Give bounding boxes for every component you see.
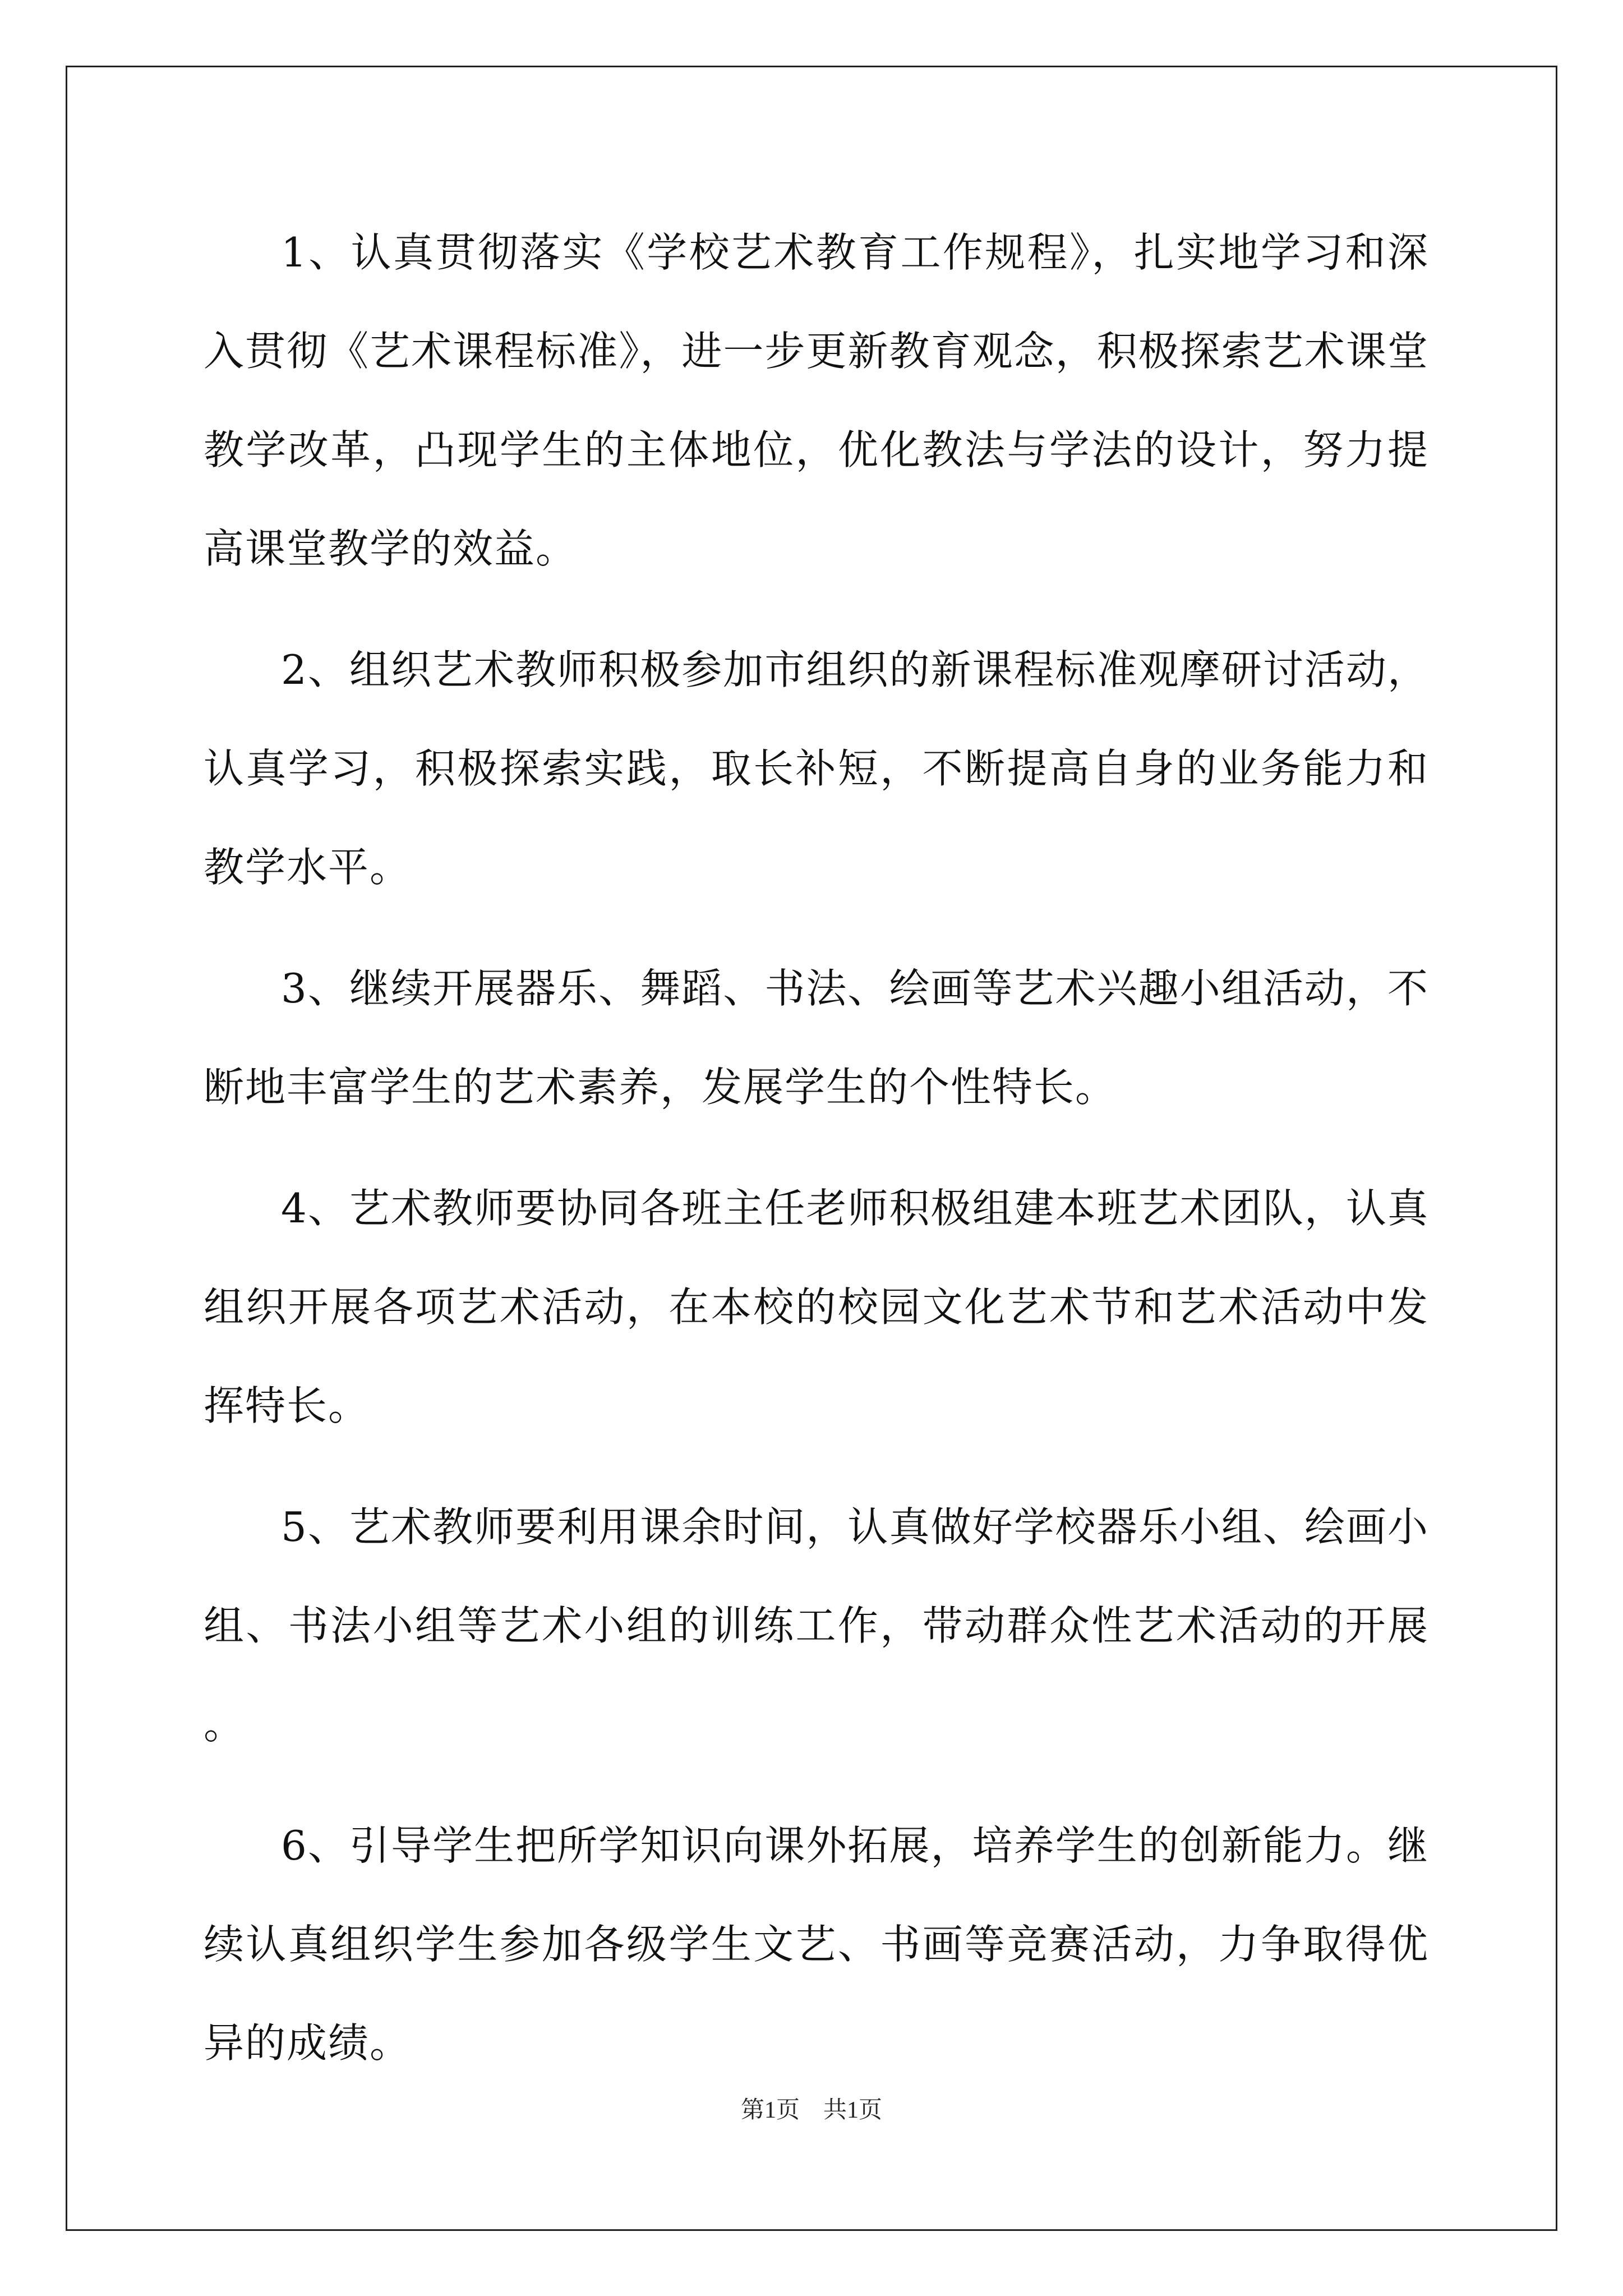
page-number-footer: 第1页 共1页 — [740, 2097, 882, 2123]
paragraph-5: 5、艺术教师要利用课余时间，认真做好学校器乐小组、绘画小组、书法小组等艺术小组的训练工作，带动群众性艺术活动的开展。 — [204, 1503, 1429, 1748]
paragraph-4: 4、艺术教师要协同各班主任老师积极组建本班艺术团队，认真组织开展各项艺术活动，在本校的校园文化艺术节和艺术活动中发挥特长。 — [204, 1185, 1429, 1429]
paragraph-3: 3、继续开展器乐、舞蹈、书法、绘画等艺术兴趣小组活动，不断地丰富学生的艺术素养，发展学生的个性特长。 — [204, 965, 1429, 1111]
paragraph-6: 6、引导学生把所学知识向课外拓展，培养学生的创新能力。继续认真组织学生参加各级学生文艺、书画等竞赛活动，力争取得优异的成绩。 — [204, 1822, 1429, 2067]
document-body — [204, 203, 1429, 2115]
paragraph-2: 2、组织艺术教师积极参加市组织的新课程标准观摩研讨活动，认真学习，积极探索实践，取长补短，不断提高自身的业务能力和教学水平。 — [204, 646, 1429, 891]
paragraph-1: 1、认真贯彻落实《学校艺术教育工作规程》，扎实地学习和深入贯彻《艺术课程标准》，进一步更新教育观念，积极探索艺术课堂教学改革，凸现学生的主体地位，优化教法与学法的设计，努力提高课堂教学的效益。 — [204, 229, 1429, 572]
